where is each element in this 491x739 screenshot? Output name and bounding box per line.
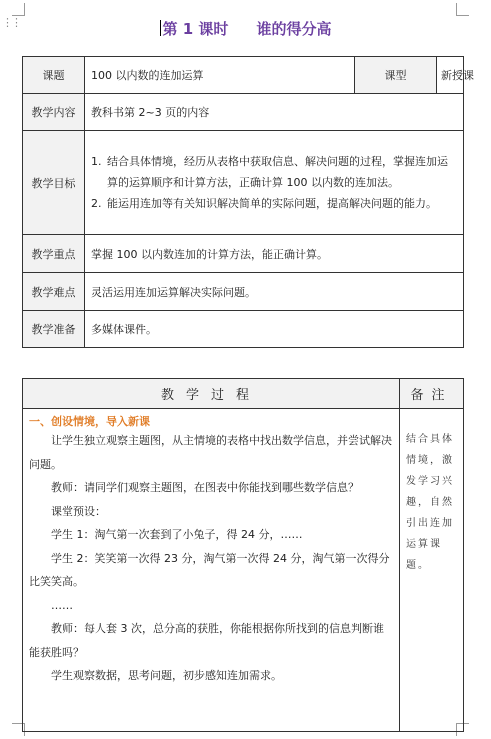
process-line: 学生 1：淘气第一次套到了小兔子，得 24 分，…… [51,528,303,541]
key-point-row [23,235,464,273]
page-title [0,18,491,39]
process-line: 教师：请同学们观察主题图，在图表中你能找到哪些数学信息？ [51,481,359,494]
goal-item: 2. 能运用连加等有关知识解决简单的实际问题，提高解决问题的能力。 [105,193,457,214]
notes-header: 备注 [400,379,464,409]
process-body-row [23,409,464,732]
process-line: 课堂预设： [51,504,106,518]
text-cursor [160,20,161,36]
content-row [23,94,464,131]
subject-value[interactable]: 100 以内数的连加运算 [85,57,355,94]
process-header-row [23,379,464,409]
process-line: 教师：每人套 3 次，总分高的获胜，你能根据你所找到的信息判断谁能获胜吗？ [29,622,384,659]
lesson-number: 第 1 课时 [162,20,229,38]
process-line: 学生观察数据，思考问题，初步感知连加需求。 [51,669,282,682]
process-content[interactable] [23,409,400,732]
key-value[interactable]: 掌握 100 以内数连加的计算方法，能正确计算。 [85,235,464,273]
lesson-info-table [22,56,474,348]
process-note[interactable]: 结合具体情境，激发学习兴趣，自然引出连加运算课题。 [400,409,464,732]
process-line: …… [51,598,73,612]
difficulty-row [23,273,464,311]
key-label: 教学重点 [23,235,85,273]
lesson-name: 谁的得分高 [256,20,332,38]
process-line: 让学生独立观察主题图，从主情境的表格中找出数学信息，并尝试解决问题。 [29,434,392,471]
type-label: 课型 [355,57,437,94]
prep-label: 教学准备 [23,311,85,348]
content-label: 教学内容 [23,94,85,131]
difficulty-value[interactable]: 灵活运用连加运算解决实际问题。 [85,273,464,311]
content-value[interactable]: 教科书第 2~3 页的内容 [85,94,464,131]
prep-value[interactable]: 多媒体课件。 [85,311,464,348]
subject-row [23,57,464,94]
teaching-process-table [22,378,464,732]
process-header: 教学过程 [23,379,400,409]
process-line: 学生 2：笑笑第一次得 23 分，淘气第一次得 24 分，淘气第一次得分比笑笑高。 [29,551,390,588]
difficulty-label: 教学难点 [23,273,85,311]
prep-row [23,311,464,348]
page-corner-mark [12,3,25,16]
subject-label: 课题 [23,57,85,94]
goals-label: 教学目标 [23,131,85,235]
type-value[interactable]: 新授课 [437,57,464,94]
drag-handle-icon[interactable]: ⋮⋮ [2,16,20,29]
goals-value[interactable] [85,131,464,235]
goals-row [23,131,464,235]
page-corner-mark [456,3,469,16]
section-title: 一、创设情境，导入新课 [29,415,150,428]
goal-item: 1. 结合具体情境，经历从表格中获取信息、解决问题的过程，掌握连加运算的运算顺序和计算方法，正确计算 100 以内数的连加法。 [105,151,457,193]
